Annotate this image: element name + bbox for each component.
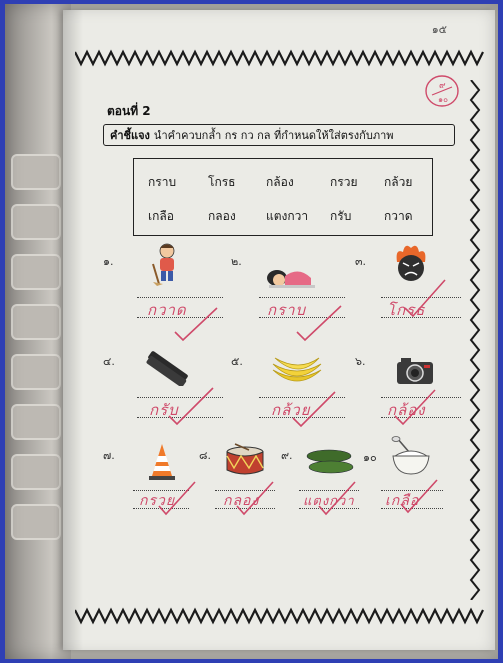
drum-icon xyxy=(223,442,267,478)
handwritten-answer: กวาด xyxy=(147,301,187,319)
item-number: ๙. xyxy=(281,449,293,462)
stacked-pages-behind xyxy=(5,4,71,659)
word-bank-word: กลอง xyxy=(208,209,236,223)
item-number: ๓. xyxy=(355,255,367,268)
child-bowing-icon xyxy=(263,260,319,290)
salt-bowl-icon xyxy=(389,436,433,480)
cucumbers-icon xyxy=(305,446,355,476)
check-mark xyxy=(317,480,357,516)
item-number: ๒. xyxy=(231,255,242,268)
background-tile xyxy=(11,254,61,290)
handwritten-answer: แตงกวา xyxy=(303,494,355,509)
page-curl-shadow xyxy=(63,10,83,650)
background-tile xyxy=(11,304,61,340)
check-mark xyxy=(393,388,437,426)
word-bank-word: กรับ xyxy=(330,209,352,223)
top-zigzag-border xyxy=(75,48,485,70)
photo-of-worksheet xyxy=(5,4,498,659)
item-number: ๑๐ xyxy=(363,451,377,464)
word-bank-word: กวาด xyxy=(384,209,413,223)
handwritten-answer: กลอง xyxy=(223,493,260,509)
handwritten-answer: กล้อง xyxy=(387,401,426,419)
word-bank-word: กราบ xyxy=(148,175,177,189)
background-tile xyxy=(11,354,61,390)
traffic-cone-icon xyxy=(147,442,177,482)
score-mark xyxy=(423,72,461,110)
worksheet-page xyxy=(63,10,495,650)
handwritten-answer: กรับ xyxy=(149,401,179,419)
camera-icon xyxy=(395,356,435,386)
boy-sweeping-icon xyxy=(147,242,187,286)
item-number: ๔. xyxy=(103,355,115,368)
handwritten-answer: กราบ xyxy=(267,301,307,319)
check-mark xyxy=(291,390,337,428)
item-number: ๘. xyxy=(199,449,211,462)
check-mark xyxy=(295,304,343,342)
check-mark xyxy=(235,480,275,516)
word-bank-word: กรวย xyxy=(330,175,358,189)
word-bank-word: เกลือ xyxy=(148,209,174,223)
word-bank-word: กล้วย xyxy=(384,175,413,189)
item-number: ๖. xyxy=(355,355,366,368)
instruction-box xyxy=(103,124,455,146)
instruction-label: คำชี้แจง xyxy=(110,129,150,142)
item-number: ๕. xyxy=(231,355,243,368)
word-bank-word: กล้อง xyxy=(266,175,294,189)
bottom-zigzag-border xyxy=(75,606,485,628)
page-number: ๑๕ xyxy=(431,23,447,36)
handwritten-answer: กรวย xyxy=(139,493,176,509)
handwritten-answer: กล้วย xyxy=(271,401,311,419)
check-mark xyxy=(157,480,197,516)
check-mark xyxy=(167,386,215,426)
bananas-icon xyxy=(269,354,325,388)
background-tile xyxy=(11,204,61,240)
word-bank-word: โกรธ xyxy=(208,175,236,189)
background-tile xyxy=(11,404,61,440)
background-tile xyxy=(11,504,61,540)
handwritten-answer: โกรธ xyxy=(387,301,426,319)
check-mark xyxy=(399,478,439,514)
handwritten-answer: เกลือ xyxy=(385,493,420,509)
score-top: ๙ xyxy=(439,81,446,91)
background-tile xyxy=(11,454,61,490)
instruction-text: นำคำควบกล้ำ กร กว กล ที่กำหนดให้ใส่ตรงกับภาพ xyxy=(153,129,394,142)
word-bank-word: แตงกวา xyxy=(266,209,309,223)
background-tile xyxy=(11,154,61,190)
section-title: ตอนที่ 2 xyxy=(107,104,151,118)
check-mark xyxy=(403,278,447,318)
check-mark xyxy=(173,306,219,342)
item-number: ๑. xyxy=(103,255,114,268)
right-side-border xyxy=(465,80,485,600)
score-bottom: ๑๐ xyxy=(438,95,448,104)
item-number: ๗. xyxy=(103,449,115,462)
wooden-clappers-icon xyxy=(143,346,189,386)
word-bank xyxy=(133,158,433,236)
